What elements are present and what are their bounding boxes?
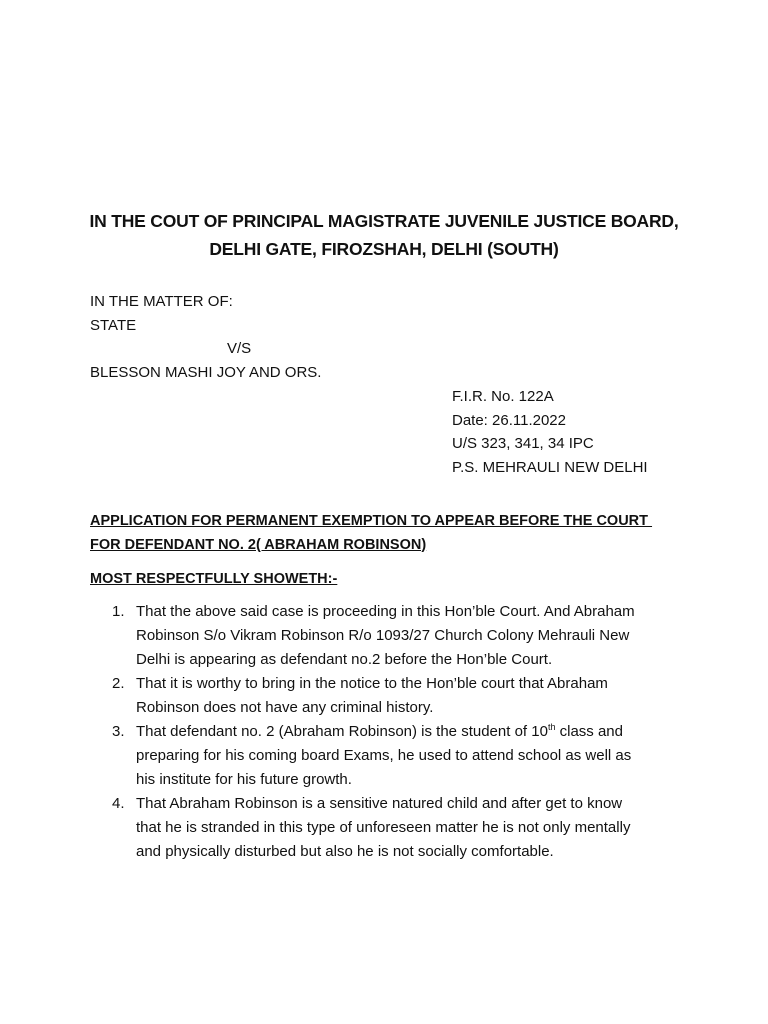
fir-number: F.I.R. No. 122A <box>452 388 554 405</box>
list-item-line: Robinson does not have any criminal history. <box>136 699 434 716</box>
application-title-line-1: APPLICATION FOR PERMANENT EXEMPTION TO APPEAR BEFORE THE COURT <box>90 513 653 529</box>
versus-label: V/S <box>227 340 252 357</box>
list-item-line-text: That defendant no. 2 (Abraham Robinson) is the student of 10 <box>136 723 548 740</box>
points-list <box>90 600 690 864</box>
superscript-ordinal: th <box>547 722 556 732</box>
party-accused: BLESSON MASHI JOY AND ORS. <box>90 363 322 381</box>
list-item-number: 2. <box>112 675 125 692</box>
police-station: P.S. MEHRAULI NEW DELHI <box>452 458 648 476</box>
list-item <box>90 600 690 672</box>
list-item-line: That it is worthy to bring in the notice to the Hon’ble court that Abraham <box>136 675 608 692</box>
court-heading-line-1: IN THE COUT OF PRINCIPAL MAGISTRATE JUVENILE JUSTICE BOARD, <box>89 211 679 231</box>
matter-block <box>90 290 321 384</box>
application-title-line-2: FOR DEFENDANT NO. 2( ABRAHAM ROBINSON) <box>90 536 427 553</box>
fir-date: Date: 26.11.2022 <box>452 411 566 429</box>
list-item-line: That Abraham Robinson is a sensitive natured child and after get to know <box>136 795 623 812</box>
court-heading <box>60 207 708 263</box>
court-heading-line-2: DELHI GATE, FIROZSHAH, DELHI (SOUTH) <box>209 239 559 259</box>
list-item-line: That the above said case is proceeding in this Hon’ble Court. And Abraham <box>136 603 635 620</box>
list-item-line: Delhi is appearing as defendant no.2 before the Hon’ble Court. <box>136 651 553 668</box>
list-item <box>90 792 690 864</box>
party-state: STATE <box>90 316 137 334</box>
matter-label: IN THE MATTER OF: <box>90 293 233 310</box>
list-item <box>90 720 690 792</box>
list-item-line-text: class and <box>555 723 623 740</box>
list-item-number: 4. <box>112 795 125 812</box>
fir-sections: U/S 323, 341, 34 IPC <box>452 435 594 452</box>
list-item-line: that he is stranded in this type of unforeseen matter he is not only mentally <box>136 819 631 836</box>
showeth-heading: MOST RESPECTFULLY SHOWETH:- <box>90 571 338 587</box>
list-item-line: his institute for his future growth. <box>136 771 352 788</box>
list-item-line <box>136 720 690 744</box>
list-item-line: preparing for his coming board Exams, he used to attend school as well as <box>136 747 632 764</box>
list-item-number: 1. <box>112 603 125 620</box>
list-item-number: 3. <box>112 723 125 740</box>
list-item-line: Robinson S/o Vikram Robinson R/o 1093/27 Church Colony Mehrauli New <box>136 627 630 644</box>
fir-details <box>452 385 648 479</box>
application-title <box>90 510 652 557</box>
list-item-line: and physically disturbed but also he is not socially comfortable. <box>136 843 554 860</box>
list-item <box>90 672 690 720</box>
